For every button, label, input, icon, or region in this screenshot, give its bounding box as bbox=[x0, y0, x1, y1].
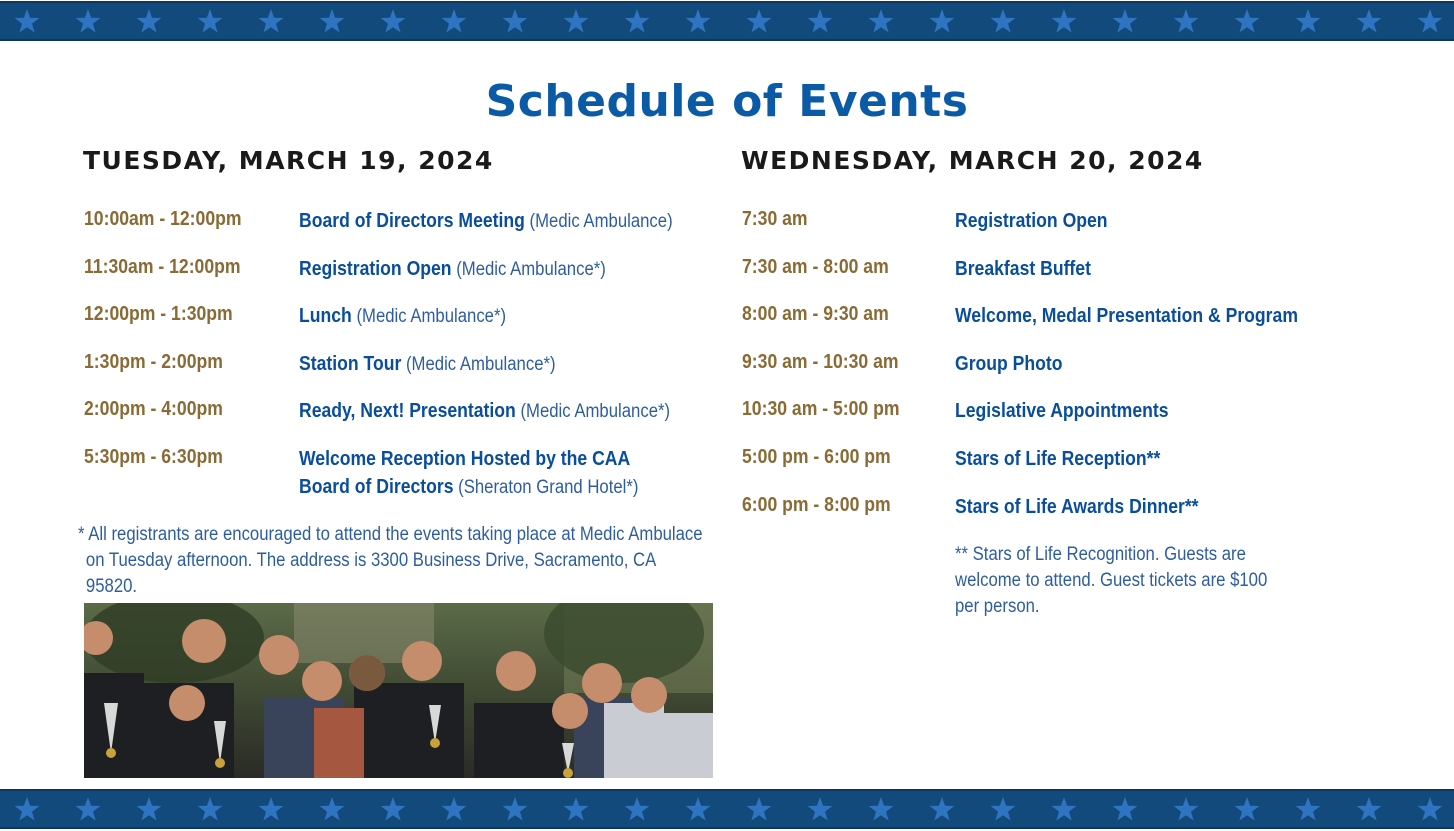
footnote-line: * All registrants are encouraged to attend the events taking place at Medic Ambulace bbox=[78, 524, 703, 545]
star-icon bbox=[1357, 9, 1382, 33]
star-pattern-icon bbox=[0, 791, 1454, 831]
event-title bbox=[299, 398, 670, 426]
star-icon bbox=[1052, 797, 1077, 821]
star-icon bbox=[1174, 797, 1199, 821]
star-icon bbox=[1113, 9, 1138, 33]
star-icon bbox=[564, 797, 589, 821]
event-name: Legislative Appointments bbox=[955, 400, 1169, 422]
event-location: (Medic Ambulance*) bbox=[351, 306, 507, 327]
event-time: 8:00 am - 9:30 am bbox=[742, 303, 889, 325]
star-icon bbox=[991, 797, 1016, 821]
star-icon bbox=[869, 9, 894, 33]
wednesday-footnote bbox=[955, 542, 1316, 620]
event-title bbox=[955, 351, 1063, 379]
event-name: Breakfast Buffet bbox=[955, 258, 1091, 280]
star-icon bbox=[1418, 9, 1443, 33]
star-icon bbox=[320, 797, 345, 821]
event-name: Welcome Reception Hosted by the CAA bbox=[299, 448, 631, 470]
star-icon bbox=[1357, 797, 1382, 821]
star-icon bbox=[808, 9, 833, 33]
tuesday-footnote bbox=[78, 522, 719, 600]
star-icon bbox=[930, 797, 955, 821]
footnote-line: 95820. bbox=[85, 576, 138, 597]
star-pattern-icon bbox=[0, 3, 1454, 43]
event-location: (Sheraton Grand Hotel*) bbox=[453, 477, 639, 498]
star-icon bbox=[137, 797, 162, 821]
star-icon bbox=[808, 797, 833, 821]
star-icon bbox=[747, 9, 772, 33]
star-icon bbox=[1052, 9, 1077, 33]
star-icon bbox=[1174, 9, 1199, 33]
event-name: Group Photo bbox=[955, 353, 1063, 375]
footnote-line: on Tuesday afternoon. The address is 3300 Business Drive, Sacramento, CA bbox=[85, 550, 657, 571]
star-icon bbox=[259, 797, 284, 821]
event-name: Board of Directors bbox=[299, 476, 454, 498]
tuesday-heading: TUESDAY, MARCH 19, 2024 bbox=[83, 146, 494, 175]
event-title bbox=[299, 446, 638, 502]
event-title bbox=[955, 494, 1199, 522]
star-icon bbox=[991, 9, 1016, 33]
event-time: 11:30am - 12:00pm bbox=[84, 256, 241, 278]
event-location: (Medic Ambulance) bbox=[524, 211, 673, 232]
star-icon bbox=[15, 9, 40, 33]
event-time: 7:30 am bbox=[742, 208, 808, 230]
event-time: 10:00am - 12:00pm bbox=[84, 208, 242, 230]
star-icon bbox=[686, 9, 711, 33]
star-icon bbox=[1296, 9, 1321, 33]
event-time: 5:00 pm - 6:00 pm bbox=[742, 446, 891, 468]
star-icon bbox=[198, 797, 223, 821]
star-icon bbox=[15, 797, 40, 821]
event-location: (Medic Ambulance*) bbox=[451, 259, 606, 280]
star-icon bbox=[76, 797, 101, 821]
star-icon bbox=[869, 797, 894, 821]
star-icon bbox=[625, 797, 650, 821]
footnote-line: per person. bbox=[955, 596, 1040, 617]
star-icon bbox=[442, 797, 467, 821]
event-title bbox=[955, 446, 1160, 474]
event-title bbox=[299, 303, 506, 331]
star-icon bbox=[747, 797, 772, 821]
star-icon bbox=[381, 797, 406, 821]
event-time: 9:30 am - 10:30 am bbox=[742, 351, 899, 373]
event-time: 1:30pm - 2:00pm bbox=[84, 351, 223, 373]
event-title bbox=[299, 256, 606, 284]
event-title bbox=[955, 208, 1108, 236]
event-name: Station Tour bbox=[299, 353, 402, 375]
event-title bbox=[955, 398, 1169, 426]
event-name: Registration Open bbox=[955, 210, 1108, 232]
star-icon bbox=[442, 9, 467, 33]
event-name: Ready, Next! Presentation bbox=[299, 400, 516, 422]
star-icon bbox=[320, 9, 345, 33]
star-icon bbox=[259, 9, 284, 33]
event-time: 12:00pm - 1:30pm bbox=[84, 303, 233, 325]
event-location: (Medic Ambulance*) bbox=[401, 354, 556, 375]
star-icon bbox=[686, 797, 711, 821]
star-icon bbox=[198, 9, 223, 33]
star-icon bbox=[625, 9, 650, 33]
event-time: 5:30pm - 6:30pm bbox=[84, 446, 223, 468]
event-name: Stars of Life Awards Dinner** bbox=[955, 496, 1199, 518]
star-icon bbox=[1235, 797, 1260, 821]
event-time: 7:30 am - 8:00 am bbox=[742, 256, 889, 278]
event-location: (Medic Ambulance*) bbox=[515, 401, 671, 422]
event-time: 2:00pm - 4:00pm bbox=[84, 398, 223, 420]
event-title bbox=[955, 303, 1298, 331]
event-name: Welcome, Medal Presentation & Program bbox=[955, 305, 1298, 327]
star-icon bbox=[381, 9, 406, 33]
star-icon bbox=[1235, 9, 1260, 33]
event-name: Lunch bbox=[299, 305, 352, 327]
star-icon bbox=[1113, 797, 1138, 821]
event-time: 10:30 am - 5:00 pm bbox=[742, 398, 900, 420]
star-icon bbox=[503, 797, 528, 821]
group-photo-icon bbox=[84, 603, 713, 778]
group-photo bbox=[84, 603, 713, 778]
top-star-band bbox=[0, 1, 1454, 41]
event-title bbox=[299, 351, 556, 379]
bottom-star-band bbox=[0, 789, 1454, 829]
event-name: Registration Open bbox=[299, 258, 452, 280]
event-title bbox=[299, 208, 673, 236]
star-icon bbox=[564, 9, 589, 33]
star-icon bbox=[1418, 797, 1443, 821]
event-time: 6:00 pm - 8:00 pm bbox=[742, 494, 891, 516]
event-title bbox=[955, 256, 1091, 284]
star-icon bbox=[930, 9, 955, 33]
footnote-line: ** Stars of Life Recognition. Guests are bbox=[955, 544, 1246, 565]
star-icon bbox=[76, 9, 101, 33]
star-icon bbox=[1296, 797, 1321, 821]
wednesday-heading: WEDNESDAY, MARCH 20, 2024 bbox=[741, 146, 1204, 175]
star-icon bbox=[137, 9, 162, 33]
event-name: Board of Directors Meeting bbox=[299, 210, 525, 232]
star-icon bbox=[503, 9, 528, 33]
footnote-line: welcome to attend. Guest tickets are $100 bbox=[955, 570, 1268, 591]
event-name: Stars of Life Reception** bbox=[955, 448, 1161, 470]
page-title: Schedule of Events bbox=[485, 76, 969, 127]
